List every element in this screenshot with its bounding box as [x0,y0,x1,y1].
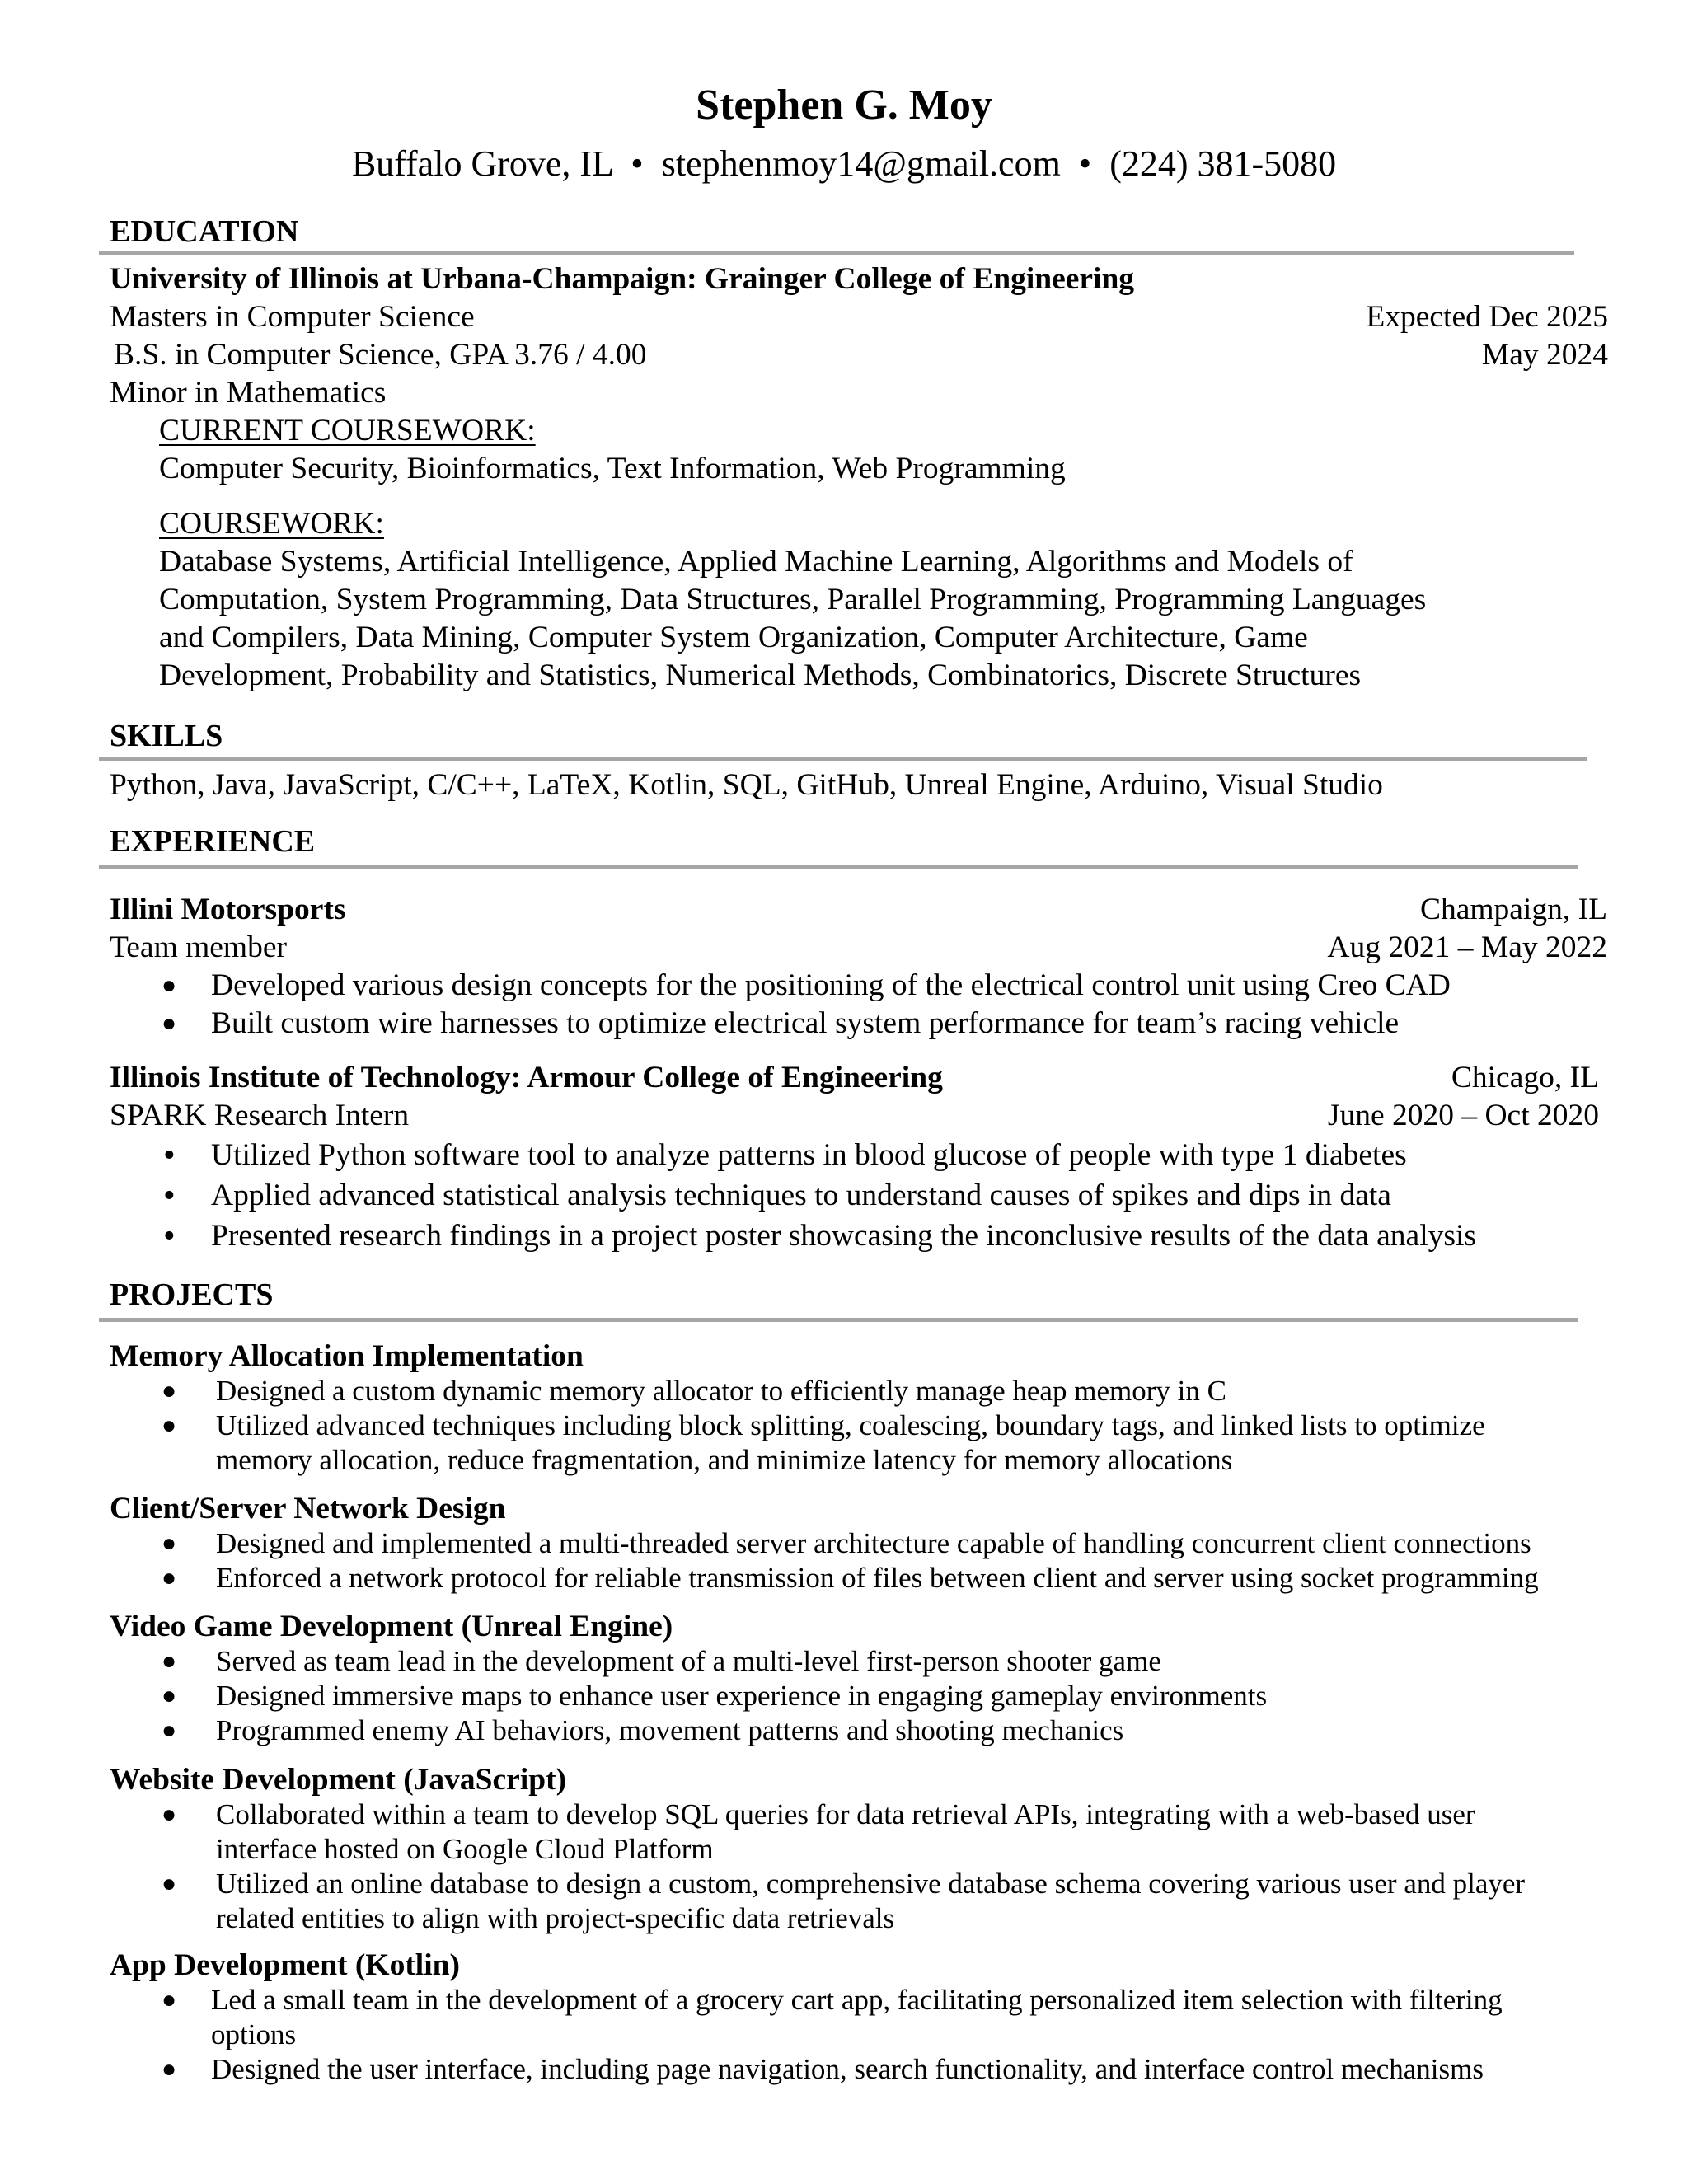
candidate-name: Stephen G. Moy [696,82,992,129]
section-divider [99,865,1578,869]
coursework-line: and Compilers, Data Mining, Computer System Organization, Computer Architecture, Game [159,621,1308,654]
bullet-icon: ● [162,1682,177,1709]
project-bullet: Designed the user interface, including page navigation, search functionality, and interface control mechanisms [211,2053,1484,2085]
contact-line: Buffalo Grove, IL • stephenmoy14@gmail.com • (224) 381-5080 [351,143,1337,184]
school-name: University of Illinois at Urbana-Champaign: Grainger College of Engineering [110,262,1135,296]
bullet-icon: • [163,1217,176,1255]
job-org: Illini Motorsports [110,893,346,926]
current-coursework-label: CURRENT COURSEWORK: [159,414,536,448]
project-bullet-continued: related entities to align with project-specific data retrievals [216,1902,895,1934]
job-bullet: Developed various design concepts for the positioning of the electrical control unit using Creo CAD [211,968,1451,1002]
job-location: Chicago, IL [1451,1061,1599,1094]
bullet-icon: ● [162,972,177,999]
bullet-icon: ● [162,2055,177,2083]
skills-list: Python, Java, JavaScript, C/C++, LaTeX, Kotlin, SQL, GitHub, Unreal Engine, Arduino, Visual Studio [110,768,1383,802]
section-divider [99,1318,1578,1322]
bullet-icon: ● [162,1530,177,1557]
bullet-icon: • [163,1177,176,1215]
degree-masters-date: Expected Dec 2025 [1366,300,1608,334]
project-title: App Development (Kotlin) [110,1948,460,1982]
project-bullet: Collaborated within a team to develop SQL queries for data retrieval APIs, integrating with a web-based user [216,1798,1475,1830]
job-role: SPARK Research Intern [110,1099,410,1132]
degree-masters: Masters in Computer Science [110,300,475,334]
project-bullet: Enforced a network protocol for reliable transmission of files between client and server using socket programming [216,1562,1539,1594]
project-title: Memory Allocation Implementation [110,1339,584,1373]
project-bullet: Designed and implemented a multi-threaded server architecture capable of handling concurrent client connections [216,1527,1531,1559]
bullet-icon: ● [162,1010,177,1037]
section-heading-education: EDUCATION [110,214,299,249]
project-bullet: Programmed enemy AI behaviors, movement patterns and shooting mechanics [216,1714,1124,1746]
job-dates: Aug 2021 – May 2022 [1327,930,1607,964]
degree-bachelors: B.S. in Computer Science, GPA 3.76 / 4.00 [114,338,647,372]
job-bullet: Utilized Python software tool to analyze patterns in blood glucose of people with type 1 diabetes [211,1138,1407,1172]
project-bullet: Designed a custom dynamic memory allocator to efficiently manage heap memory in C [216,1375,1226,1407]
job-dates: June 2020 – Oct 2020 [1327,1099,1599,1132]
bullet-icon: ● [162,1377,177,1404]
section-divider [99,757,1587,761]
project-title: Video Game Development (Unreal Engine) [110,1610,673,1643]
job-role: Team member [110,930,287,964]
minor: Minor in Mathematics [110,376,387,410]
bullet-icon: ● [162,1717,177,1744]
bullet-icon: ● [162,1412,177,1439]
project-title: Website Development (JavaScript) [110,1763,567,1797]
bullet-icon: ● [162,1647,177,1675]
bullet-icon: ● [162,1986,177,2013]
section-heading-skills: SKILLS [110,719,223,753]
bullet-icon: ● [162,1870,177,1897]
current-coursework-list: Computer Security, Bioinformatics, Text Information, Web Programming [159,452,1066,485]
bullet-icon: ● [162,1564,177,1591]
project-bullet: Served as team lead in the development of a multi-level first-person shooter game [216,1645,1161,1677]
project-bullet: Led a small team in the development of a grocery cart app, facilitating personalized item selection with filtering [211,1984,1503,2016]
coursework-label: COURSEWORK: [159,507,384,541]
job-bullet: Built custom wire harnesses to optimize electrical system performance for team’s racing vehicle [211,1006,1400,1040]
job-bullet: Presented research findings in a project poster showcasing the inconclusive results of the data analysis [211,1219,1476,1253]
job-location: Champaign, IL [1419,893,1607,926]
project-bullet-continued: options [211,2018,297,2050]
bullet-icon: ● [162,1801,177,1828]
coursework-line: Database Systems, Artificial Intelligence, Applied Machine Learning, Algorithms and Models of [159,545,1353,579]
job-bullet: Applied advanced statistical analysis techniques to understand causes of spikes and dips in data [211,1179,1391,1212]
degree-bachelors-date: May 2024 [1481,338,1608,372]
section-divider [99,251,1574,255]
bullet-icon: • [163,1137,176,1174]
project-bullet-continued: memory allocation, reduce fragmentation, and minimize latency for memory allocations [216,1444,1233,1476]
coursework-line: Computation, System Programming, Data Structures, Parallel Programming, Programming Languages [159,583,1427,616]
job-org: Illinois Institute of Technology: Armour College of Engineering [110,1061,943,1094]
section-heading-projects: PROJECTS [110,1277,274,1312]
project-bullet-continued: interface hosted on Google Cloud Platform [216,1833,714,1865]
project-bullet: Utilized advanced techniques including block splitting, coalescing, boundary tags, and linked lists to optimize [216,1409,1485,1441]
coursework-line: Development, Probability and Statistics, Numerical Methods, Combinatorics, Discrete Structures [159,658,1362,692]
project-bullet: Utilized an online database to design a custom, comprehensive database schema covering various user and player [216,1868,1526,1900]
project-title: Client/Server Network Design [110,1492,506,1526]
section-heading-experience: EXPERIENCE [110,824,316,859]
project-bullet: Designed immersive maps to enhance user experience in engaging gameplay environments [216,1680,1268,1712]
